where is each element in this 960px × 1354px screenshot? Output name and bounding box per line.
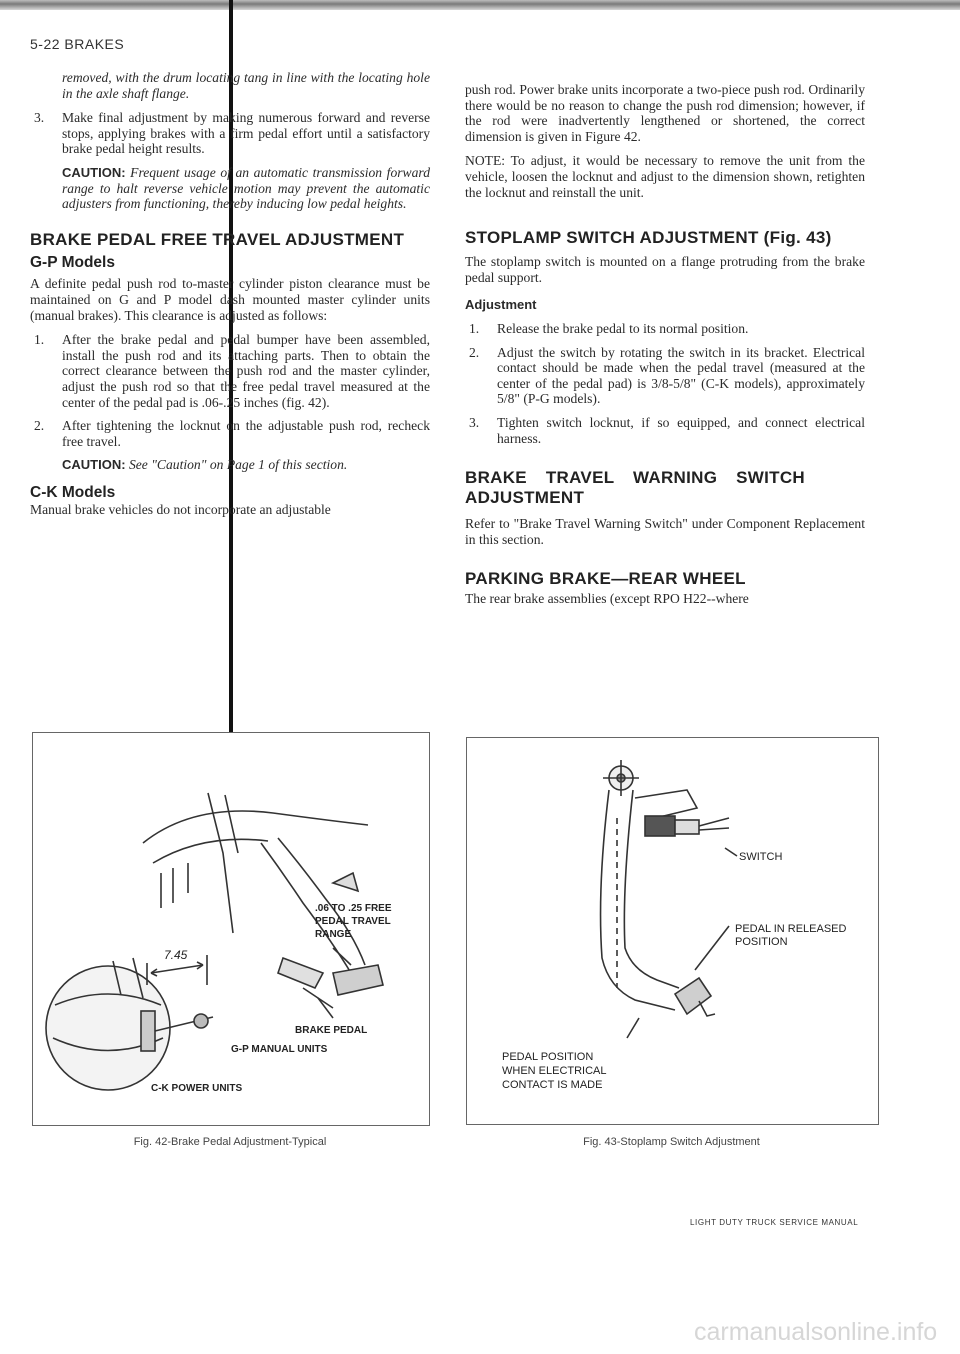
fig43-label-contact2: WHEN ELECTRICAL: [502, 1065, 607, 1077]
section-title-parking-brake: PARKING BRAKE—REAR WHEEL: [465, 569, 746, 589]
section-title-warning-switch: BRAKE TRAVEL WARNING SWITCH ADJUSTMENT: [465, 468, 805, 508]
gp-step-2: 2. After tightening the locknut on the adjustable push rod, recheck free travel.: [34, 418, 430, 449]
section-title-stoplamp: STOPLAMP SWITCH ADJUSTMENT (Fig. 43): [465, 228, 832, 248]
caution-note-2: CAUTION: See "Caution" on Page 1 of this section.: [62, 457, 348, 473]
subheading-gp-models: G-P Models: [30, 253, 115, 271]
left-column: [30, 70, 430, 527]
note-paragraph: NOTE: To adjust, it would be necessary to remove the unit from the vehicle, loosen the locknut and adjust to the dimension shown, retighten the locknut and reinstall the unit.: [465, 153, 865, 200]
stoplamp-paragraph: The stoplamp switch is mounted on a flange protruding from the brake pedal support.: [465, 254, 865, 285]
step-3: 3. Make final adjustment by making numerous forward and reverse stops, applying brakes with a firm pedal effort until a satisfactory brake pedal height results.: [34, 110, 430, 157]
fig43-label-contact3: CONTACT IS MADE: [502, 1079, 603, 1091]
running-head: 5-22 BRAKES: [30, 36, 125, 52]
ck-paragraph: Manual brake vehicles do not incorporate an adjustable: [30, 502, 331, 518]
stoplamp-step-2: 2. Adjust the switch by rotating the switch in its bracket. Electrical contact should be made when the pedal travel (measured at the center of the pedal pad) is 3/8-5/8" (C-K models), approximately 5/8" (P-G models).: [469, 344, 865, 407]
stoplamp-step-1: 1. Release the brake pedal to its normal position.: [469, 320, 749, 336]
intro-paragraph: removed, with the drum locating tang in line with the locating hole in the axle shaft flange.: [62, 70, 430, 101]
fig42-label-range1: .06 TO .25 FREE: [315, 903, 392, 914]
fig42-label-pedal: BRAKE PEDAL: [295, 1025, 368, 1036]
fig43-label-released2: POSITION: [735, 936, 788, 948]
parking-brake-paragraph: The rear brake assemblies (except RPO H22--where: [465, 591, 749, 607]
caution-note: CAUTION: Frequent usage of an automatic transmission forward range to halt reverse vehicle motion may prevent the automatic adjusters from functioning, thereby inducing low pedal heights.: [62, 164, 430, 212]
fig42-label-range3: RANGE: [315, 929, 352, 940]
fig43-label-released1: PEDAL IN RELEASED: [735, 923, 847, 935]
fig42-label-range2: PEDAL TRAVEL: [315, 916, 391, 927]
gp-step-1: 1. After the brake pedal and pedal bumper have been assembled, install the push rod and its attaching parts. Then to obtain the correct clearance between the push rod and the master cylinder, adjust the push rod so that the free pedal travel measured at the center of the pedal pad is .06-.25 inches (fig. 42).: [34, 332, 430, 410]
gp-paragraph: A definite pedal push rod to-master cylinder piston clearance must be maintained on G and P model dash mounted master cylinder units (manual brakes). This clearance is adjusted as follows:: [30, 276, 430, 323]
fig42-label-ck: C-K POWER UNITS: [151, 1083, 243, 1094]
right-column: [465, 82, 865, 616]
subheading-ck-models: C-K Models: [30, 483, 116, 501]
top-rule: [0, 0, 960, 10]
figure-43-caption: Fig. 43-Stoplamp Switch Adjustment: [583, 1136, 760, 1148]
figure-42: [32, 732, 430, 1126]
footer-manual-title: LIGHT DUTY TRUCK SERVICE MANUAL: [690, 1218, 859, 1227]
section-title-pedal-free-travel: BRAKE PEDAL FREE TRAVEL ADJUSTMENT: [30, 229, 405, 249]
pushrod-paragraph: push rod. Power brake units incorporate a two-piece push rod. Ordinarily there would be no reason to change the push rod dimension; however, if the rod were inadvertently lengthened or shortened, the correct dimension is given in Figure 42.: [465, 82, 865, 144]
fig43-label-contact1: PEDAL POSITION: [502, 1051, 594, 1063]
stoplamp-switch-illustration: [467, 738, 878, 1124]
stoplamp-step-3: 3. Tighten switch locknut, if so equipped, and connect electrical harness.: [469, 414, 865, 446]
brake-pedal-illustration: [33, 733, 429, 1125]
figure-43: [466, 737, 879, 1125]
adjustment-heading: Adjustment: [465, 297, 537, 313]
warning-switch-paragraph: Refer to "Brake Travel Warning Switch" under Component Replacement in this section.: [465, 516, 865, 547]
fig42-label-gp: G-P MANUAL UNITS: [231, 1044, 328, 1055]
fig43-label-switch: SWITCH: [739, 851, 783, 863]
watermark: carmanualsonline.info: [694, 1318, 938, 1346]
fig42-dimension: 7.45: [164, 948, 188, 962]
figure-42-caption: Fig. 42-Brake Pedal Adjustment-Typical: [133, 1136, 327, 1148]
